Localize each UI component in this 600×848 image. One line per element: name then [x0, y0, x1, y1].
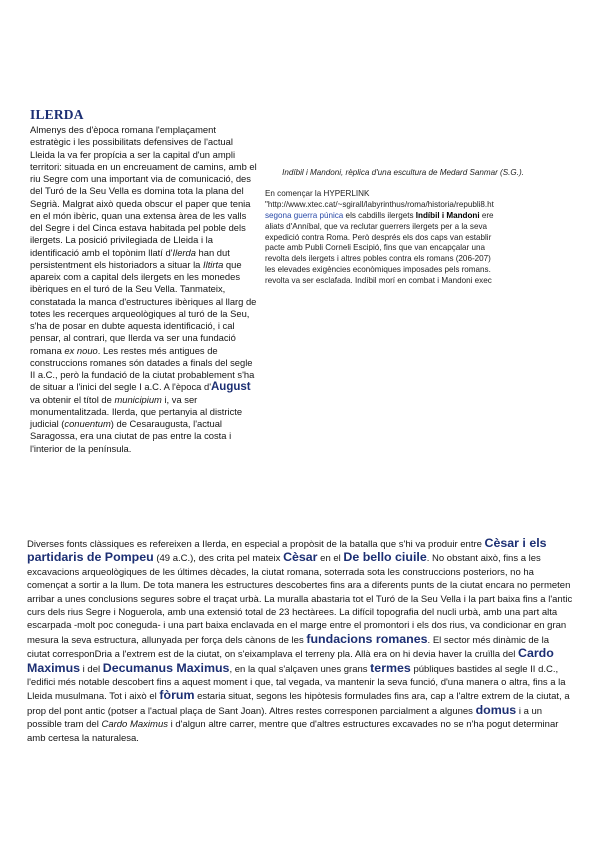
- intro-text: que apareix com a capital dels ilergets en les monedes ibèriques en el turó de la Seu Vella. Tanmateix, constatada la manca d'estructures ibèriques al llarg de totes les recerques arqueològiques al turó de la Seu, s'ha de posar en dubte aquesta identificació, i cal pensar, al contrari, que Ilerda va ser una fundació romana: [30, 258, 257, 356]
- image-caption: [265, 168, 527, 179]
- intro-text: han dut persistentment els historiadors a situar la: [30, 246, 230, 270]
- sidebar-line: pacte amb Publi Corneli Escipió, fins que van encapçalar una: [265, 243, 486, 253]
- keyword-cesar: Cèsar: [283, 550, 318, 565]
- body-text: , en la qual s'alçaven unes grans: [229, 663, 371, 675]
- keyword-august: August: [211, 381, 251, 394]
- intro-text: . Les restes més antigues de construccions romanes són datades a finals del segle II a.C., però la fundació de la ciutat probablement s'ha de situar a l'inici del segle I a.C. A l'època d': [30, 344, 255, 393]
- keyword-domus: domus: [475, 702, 517, 717]
- body-text: (49 a.C.), des crita pel mateix: [153, 553, 284, 565]
- intro-text: va obtenir el títol de: [30, 393, 115, 405]
- body-text: Diverses fonts clàssiques es refereixen a Ilerda, en especial a propòsit de la batalla que s'hi va produir entre: [27, 539, 485, 550]
- intro-term-iltirta: Iltirta: [203, 258, 224, 270]
- page-title: ILERDA: [30, 107, 84, 122]
- body-text: i del: [80, 663, 103, 675]
- body-text: i a un possible tram del: [27, 705, 543, 731]
- term-cardo-maximus: Cardo Maximus: [101, 719, 168, 731]
- intro-term-ilerda: Ilerda: [172, 246, 196, 258]
- sidebar-text: [265, 189, 527, 287]
- keyword-forum: fòrum: [159, 688, 195, 703]
- sidebar-line: les elevades exigències econòmiques imposades pels romans.: [265, 265, 491, 275]
- intro-term-ex-nouo: ex nouo: [64, 344, 98, 356]
- sidebar-line: revolta dels ilergets i altres pobles contra els romans (206-207): [265, 254, 491, 264]
- body-text: públiques bastides al segle II d.C., l'edifici més notable descobert fins a aquest moment i que, tal vegada, va mantenir la seva funció, d'una manera o altra, fins a la Lleida musulmana. Tot i això el: [27, 663, 566, 703]
- main-paragraph: [27, 537, 574, 745]
- keyword-decumanus-maximus: Decumanus Maximus: [102, 660, 230, 675]
- sidebar-line: expedició contra Roma. Però després els dos caps van establir: [265, 232, 492, 242]
- keyword-cardo-maximus: Cardo Maximus: [27, 646, 554, 675]
- body-text: en el: [317, 553, 344, 565]
- intro-term-conuentum: conuentum: [64, 418, 111, 429]
- sidebar-line: aliats d'Anníbal, que va reclutar guerrers ilergets per a la seva: [265, 221, 487, 231]
- sidebar-text-run: els cabdills ilergets: [343, 210, 416, 220]
- sidebar-line: En començar la HYPERLINK: [265, 188, 370, 198]
- body-text: estaria situat, segons les hipòtesis formulades fins ara, cap a l'altre extrem de la ciutat, a prop del pont antic (potser a l'actual plaça de Sant Joan). Altres restes corresponen parcialment a algunes: [27, 691, 570, 717]
- body-text: . No obstant això, fins a les excavacions arqueològiques de les últimes dècades, la ciutat romana, soterrada sota les construccions posteriors, no ha començat a sortir a la llum. De tota manera les estructures descobertes fins ara a diferents punts de la ciutat encara no permeten arribar a unes conclusions segures sobre el traçat urbà. La muralla abastaria tot el Turó de la Seu Vella i la part baixa fins a l'antic curs dels rius Segre i Noguerola, amb una extensió total de 23 hectàrees. La difícil topografia del nucli urbà, amb una part alta escarpada -molt poc coneguda- i una part baixa enclavada en el marge entre el promontori i els dos rius, va condicionar en gran mesura la seva estructura, allunyada per força dels cànons de les: [27, 553, 573, 646]
- body-text: i d'algun altre carrer, mentre que d'altres estructures excavades no se n'ha pogut determinar amb certesa la naturalesa.: [27, 719, 559, 744]
- sidebar-line: revolta va ser esclafada. Indíbil morí en combat i Mandoni exec: [265, 276, 492, 286]
- sidebar-text-run: ere: [479, 210, 494, 220]
- sidebar-line: [265, 211, 527, 222]
- intro-text: i, va ser monumentalitzada. Ilerda, que pertanyia al districte judicial (: [30, 393, 243, 429]
- keyword-fundacions-romanes: fundacions romanes: [306, 631, 428, 646]
- intro-text: ) de Cesaraugusta, l'actual Saragossa, era una ciutat de pas entre la costa i l'interior de la península.: [30, 418, 232, 454]
- body-text: . El sector més dinàmic de la ciutat corresponDria a l'extrem est de la ciutat, on s'eixamplava el terreny pla. Allà era on hi devia haver la cruïlla del: [27, 634, 549, 661]
- keyword-de-bello-ciuile: De bello ciuile: [343, 550, 427, 565]
- intro-text: Almenys des d'època romana l'emplaçament estratègic i les possibilitats defensives de l'actual Lleida la va fer propícia a ser la capital d'un ampli territori: situada en un encreuament de camins, amb el riu Segre com una important via de comunicació, des del Turó de la Seu Vella es domina tota la plana del Segrià. Malgrat això queda obscur el paper que tenia en el món ibèric, quan una extensa àrea de les valls del Segre i del Cinca estava habitada pel poble dels ilergets. La posició privilegiada de Lleida i la identificació amb el topònim llatí d': [30, 124, 257, 258]
- intro-term-municipium: municipium: [114, 393, 162, 405]
- sidebar-line: "http://www.xtec.cat/~sgirall/labyrinthus/roma/historia/republi8.ht: [265, 199, 494, 209]
- keyword-termes: termes: [370, 660, 411, 675]
- keyword-cesar-pompeu: Cèsar i els partidaris de Pompeu: [27, 536, 547, 565]
- caption-text: Indíbil i Mandoni, rèplica d'una escultura de Medard Sanmar (S.G.).: [282, 168, 524, 177]
- intro-paragraph: [30, 124, 258, 455]
- sidebar-box: [265, 168, 527, 287]
- sidebar-bold-names: Indíbil i Mandoni: [415, 210, 480, 220]
- link-segona-guerra-punica[interactable]: segona guerra púnica: [265, 210, 344, 220]
